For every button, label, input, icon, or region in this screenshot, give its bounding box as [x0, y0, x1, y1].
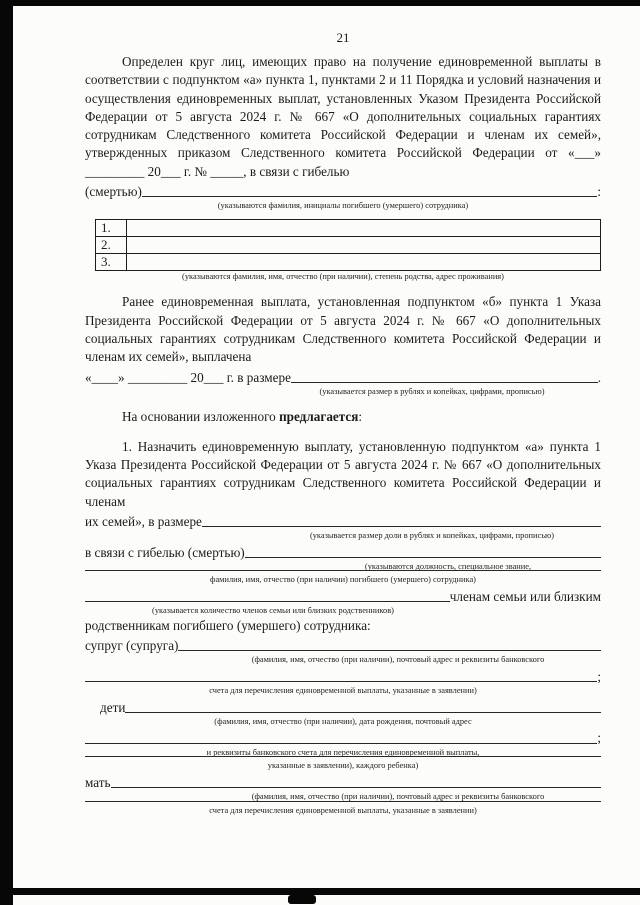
blank-line-lead: в связи с гибелью (смертью)	[85, 544, 245, 560]
paragraph-eligibility: Определен круг лиц, имеющих право на получение единовременной выплаты в соответствии с подпунктом «а» пункта 1, пунктами 2 и 11 Порядка и условий назначения и осуществления единовременных выплат, установленных Указом Президента Российской Федерации от 5 августа 2024 г. № 667 «О дополнительных социальных гарантиях сотрудникам Следственного комитета Российской Федерации и членам их семей», утвержденных приказом Следственного комитета Российской Федерации от «___» _________ 20___ г. № _____, в связи с гибелью	[85, 54, 601, 179]
table-row	[96, 236, 601, 253]
row-value-cell	[127, 236, 601, 253]
blank-line-lead: их семей», в размере	[85, 513, 202, 529]
caption-mother-details: (фамилия, имя, отчество (при наличии), почтовый адрес и реквизиты банковского	[251, 792, 545, 802]
blank-line-tail: членам семьи или близким	[449, 588, 601, 604]
fill-in-line	[142, 196, 597, 197]
caption-spouse-account: счета для перечисления единовременной выплаты, указанные в заявлении)	[209, 686, 477, 696]
blank-line-lead: супруг (супруга)	[85, 638, 179, 654]
caption-share-amount: (указывается размер доли в рублях и копейках, цифрами, прописью)	[309, 531, 555, 541]
blank-line-tail: ;	[597, 668, 601, 684]
blank-line-lead: дети	[100, 699, 126, 715]
fill-in-line	[85, 756, 601, 757]
blank-line-spouse	[85, 637, 601, 655]
blank-line-tail: .	[597, 369, 601, 385]
blank-line-tail: ;	[597, 730, 601, 746]
scan-artifact-left-bar	[0, 0, 13, 905]
row-number-cell: 3.	[96, 253, 127, 270]
recipients-table	[95, 219, 601, 271]
fill-in-line	[85, 743, 597, 744]
blank-line-mother	[85, 774, 601, 792]
proposal-prefix: На основании изложенного	[122, 409, 280, 425]
scan-artifact-top-bar	[0, 0, 640, 6]
fill-in-line	[291, 382, 598, 383]
caption-position-rank: (указываются должность, специальное звание,	[364, 561, 532, 571]
scan-artifact-bottom-bar	[0, 888, 640, 895]
proposal-suffix: :	[358, 409, 363, 425]
table-row	[96, 253, 601, 270]
line-relatives: родственникам погибшего (умершего) сотрудника:	[85, 617, 371, 633]
caption-spouse-details: (фамилия, имя, отчество (при наличии), почтовый адрес и реквизиты банковского	[251, 655, 545, 665]
blank-line-share-amount	[85, 513, 601, 531]
caption-children-statement: указанные в заявлении), каждого ребенка)	[267, 761, 419, 771]
scan-artifact-blob	[288, 895, 316, 904]
caption-recipients-table: (указываются фамилия, имя, отчество (при наличии), степень родства, адрес проживания)	[182, 271, 504, 281]
table-row	[96, 219, 601, 236]
caption-children-details: (фамилия, имя, отчество (при наличии), дата рождения, почтовый адрес	[214, 716, 472, 726]
page-number: 21	[336, 30, 350, 45]
caption-amount-rubles: (указывается размер в рублях и копейках, цифрами, прописью)	[319, 386, 545, 396]
fill-in-line	[111, 787, 601, 788]
blank-line-lead: мать	[85, 774, 111, 790]
blank-line-lead: «____» _________ 20___ г. в размере	[85, 369, 291, 385]
blank-line-tail: :	[597, 184, 601, 200]
fill-in-line	[85, 601, 450, 602]
caption-children-account: и реквизиты банковского счета для перечисления единовременной выплаты,	[206, 747, 480, 757]
fill-in-line	[245, 557, 601, 558]
fill-in-line	[202, 526, 601, 527]
row-number-cell: 2.	[96, 236, 127, 253]
blank-line-family-count	[85, 588, 601, 606]
fill-in-line	[178, 650, 601, 651]
caption-family-count: (указывается количество членов семьи или близких родственников)	[152, 606, 394, 616]
fill-in-line	[85, 681, 597, 682]
blank-line-children	[85, 699, 601, 717]
blank-line-lead: (смертью)	[85, 184, 142, 200]
proposal-bold-word: предлагается	[279, 409, 359, 425]
blank-line-children-continued	[85, 729, 601, 747]
paragraph-assign-payment: 1. Назначить единовременную выплату, установленную подпунктом «а» пункта 1 Указа Президента Российской Федерации от 5 августа 2024 г. № 667 «О дополнительных социальных гарантиях сотрудникам Следственного комитета Российской Федерации и членам	[85, 438, 601, 509]
caption-deceased-fullname: фамилия, имя, отчество (при наличии) погибшего (умершего) сотрудника)	[210, 575, 476, 585]
blank-line-death-details	[85, 544, 601, 562]
row-number-cell: 1.	[96, 219, 127, 236]
row-value-cell	[127, 253, 601, 270]
blank-line-death-cause	[85, 183, 601, 201]
caption-mother-account: счета для перечисления единовременной выплаты, указанные в заявлении)	[209, 805, 477, 815]
caption-deceased-name: (указываются фамилия, инициалы погибшего (умершего) сотрудника)	[217, 201, 469, 211]
document-content	[85, 30, 601, 816]
fill-in-line	[85, 801, 601, 802]
paragraph-proposal	[85, 408, 601, 426]
paragraph-previous-payment: Ранее единовременная выплата, установленная подпунктом «б» пункта 1 Указа Президента Российской Федерации от 5 августа 2024 г. № 667 «О дополнительных социальных гарантиях сотрудникам Следственного комитета Российской Федерации и членам их семей», выплачена	[85, 294, 601, 365]
fill-in-line	[85, 570, 601, 571]
blank-line-spouse-continued	[85, 668, 601, 686]
fill-in-line	[125, 712, 601, 713]
blank-line-payment-date-amount	[85, 369, 601, 387]
row-value-cell	[127, 219, 601, 236]
